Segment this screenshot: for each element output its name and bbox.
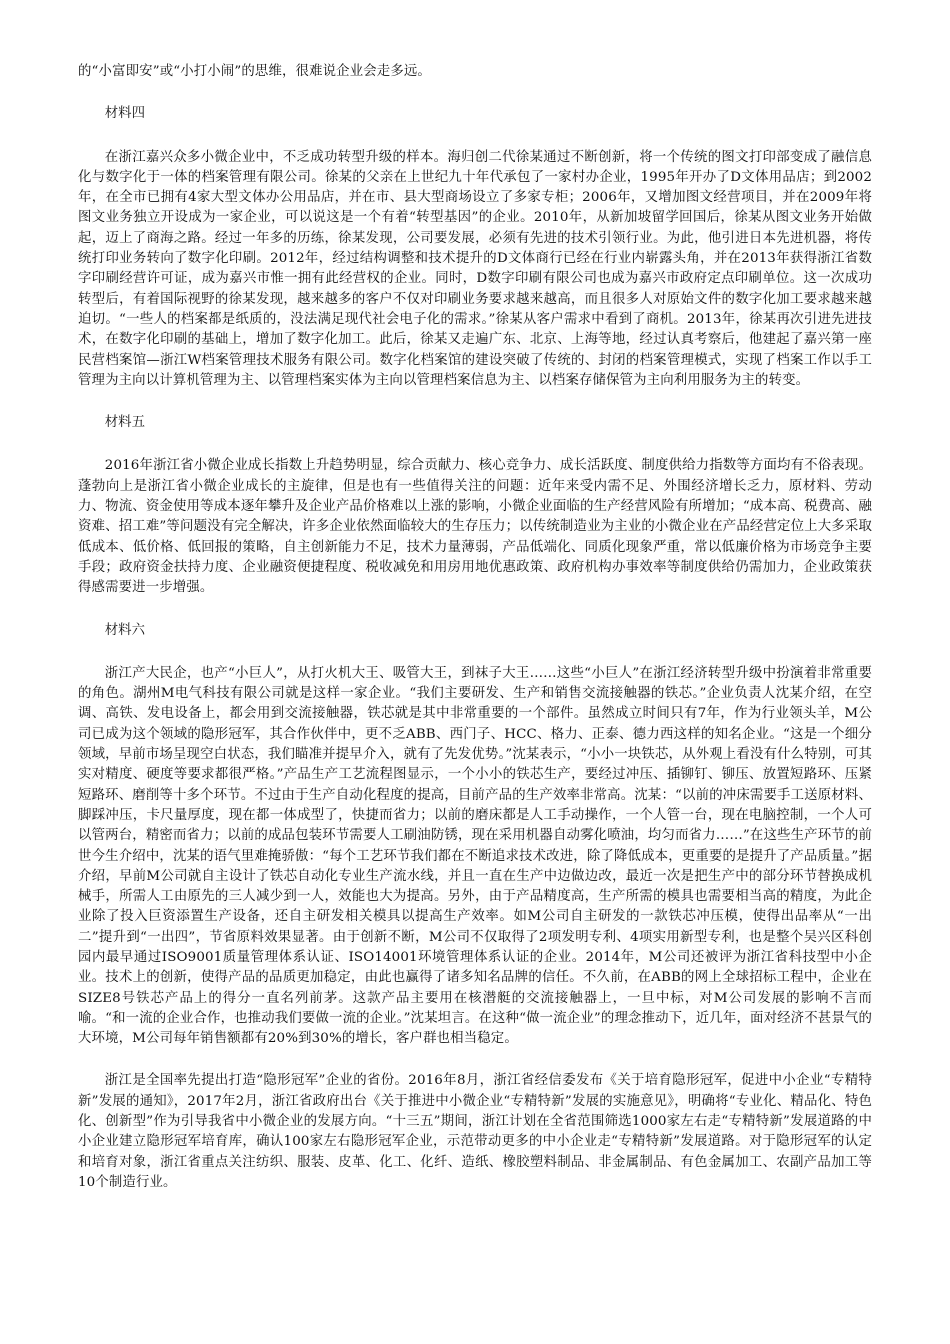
heading-material-5: 材料五	[104, 415, 145, 431]
paragraph-material-4: 在浙江嘉兴众多小微企业中，不乏成功转型升级的样本。海归创二代徐某通过不断创新，将一个传统的图文打印部变成了融信息化与数字化于一体的档案管理有限公司。徐某的父亲在上世纪九十年代承包了一家村办企业，1995年开办了D文体用品店；到2002年，在全市已拥有4家大型文体办公用品店，并在市、县大型商场设立了多家专柜；2006年，又增加图文经营项目，并在2009年将图文业务独立开设成为一家企业，可以说这是一个有着“转型基因”的企业。2010年，从新加坡留学回国后，徐某从图文业务开始做起，迈上了商海之路。经过一年多的历练，徐某发现，公司要发展，必须有先进的技术引领行业。为此，他引进日本先进机器，将传统打印业务转向了数字化印刷。2012年，经过结构调整和技术提升的D文体商行已经在行业内崭露头角，并在2013年获得浙江省数字印刷经营许可证，成为嘉兴市惟一拥有此经营权的企业。同时，D数字印刷有限公司也成为嘉兴市政府定点印刷单位。这一次成功转型后，有着国际视野的徐某发现，越来越多的客户不仅对印刷业务要求越来越高，而且很多人对原始文件的数字化加工要求越来越迫切。“一些人的档案都是纸质的，没法满足现代社会电子化的需求。”徐某从客户需求中看到了商机。2013年，徐某再次引进先进技术，在数字化印刷的基础上，增加了数字化加工。此后，徐某又走遍广东、北京、上海等地，经过认真考察后，他建起了嘉兴第一座民营档案馆—浙江W档案管理技术服务有限公司。数字化档案馆的建设突破了传统的、封闭的档案管理模式，实现了档案工作以手工管理为主向以计算机管理为主、以管理档案实体为主向以管理档案信息为主、以档案存储保管为主向利用服务为主的转变。	[78, 149, 872, 388]
paragraph-hidden-champion-policy: 浙江是全国率先提出打造“隐形冠军”企业的省份。2016年8月，浙江省经信委发布《关于培育隐形冠军，促进中小企业“专精特新”发展的通知》，2017年2月，浙江省政府出台《关于推进中小微企业“专精特新”发展的实施意见》，明确将“专业化、精品化、特色化、创新型”作为引导我省中小微企业的发展方向。“十三五”期间，浙江计划在全省范围筛选1000家左右走“专精特新”发展道路的中小企业建立隐形冠军培育库，确认100家左右隐形冠军企业，示范带动更多的中小企业走“专精特新”发展道路。对于隐形冠军的认定和培育对象，浙江省重点关注纺织、服装、皮革、化工、化纤、造纸、橡胶塑料制品、非金属制品、有色金属加工、农副产品加工等10个制造行业。	[78, 1073, 872, 1190]
paragraph-material-5: 2016年浙江省小微企业成长指数上升趋势明显，综合贡献力、核心竞争力、成长活跃度、制度供给力指数等方面均有不俗表现。蓬勃向上是浙江省小微企业成长的主旋律，但是也有一些值得关注的问题：近年来受内需不足、外围经济增长乏力，原材料、劳动力、物流、资金使用等成本逐年攀升及企业产品价格难以上涨的影响，小微企业面临的生产经营风险有所增加；“成本高、税费高、融资难、招工难”等问题没有完全解决，许多企业依然面临较大的生存压力；以传统制造业为主业的小微企业在产品经营定位上大多采取低成本、低价格、低回报的策略，自主创新能力不足，技术力量薄弱，产品低端化、同质化现象严重，常以低廉价格为市场竞争主要手段；政府资金扶持力度、企业融资便捷程度、税收减免和用房用地优惠政策、政府机构办事效率等制度供给仍需加力，企业政策获得感需要进一步增强。	[78, 458, 872, 596]
paragraph-material-6: 浙江产大民企，也产“小巨人”，从打火机大王、吸管大王，到袜子大王……这些“小巨人”在浙江经济转型升级中扮演着非常重要的角色。湖州M电气科技有限公司就是这样一家企业。“我们主要研发、生产和销售交流接触器的铁芯。”企业负责人沈某介绍，在空调、高铁、发电设备上，都会用到交流接触器，铁芯就是其中非常重要的一个部件。虽然成立时间只有7年，作为行业领头羊，M公司已成为这个领域的隐形冠军，其合作伙伴中，更不乏ABB、西门子、HCC、格力、正泰、德力西这样的知名企业。“这是一个细分领域，早前市场呈现空白状态，我们瞄准并提早介入，就有了先发优势。”沈某表示，“小小一块铁芯，从外观上看没有什么特别，可其实对精度、硬度等要求都很严格。”产品生产工艺流程图显示，一个小小的铁芯生产，要经过冲压、插铆钉、铆压、放置短路环、压紧短路环、磨削等十多个环节。不过由于生产自动化程度的提高，目前产品的生产效率非常高。沈某：“以前的冲床需要手工送原材料、脚踩冲压，卡尺量厚度，现在都一体成型了，快捷而省力；以前的磨床都是人工手动操作，一个人管一台，现在电脑控制，一个人可以管两台，精密而省力；以前的成品包装环节需要人工刷油防锈，现在采用机器自动雾化喷油，均匀而省力……”在这些生产环节的前世今生介绍中，沈某的语气里难掩骄傲：“每个工艺环节我们都在不断追求技术改进，除了降低成本，更重要的是提升了产品质量。”据介绍，早前M公司就自主设计了铁芯自动化专业生产流水线，并且一直在生产中边做边改，最近一次是把生产中的部分环节替换成机械手，所需人工由原先的三人减少到一人，效能也大为提高。另外，由于产品精度高，生产所需的模具也需要相当高的精度，为此企业除了投入巨资添置生产设备，还自主研发相关模具以提高生产效率。如M公司自主研发的一款铁芯冲压模，使得出品率从“一出二”提升到“一出四”，节省原料效果显著。由于创新不断，M公司不仅取得了2项发明专利、4项实用新型专利，也是整个吴兴区科创园内最早通过ISO9001质量管理体系认证、ISO14001环境管理体系认证的企业。2014年，M公司还被评为浙江省科技型中小企业。技术上的创新，使得产品的品质更加稳定，由此也赢得了诸多知名品牌的信任。不久前，在ABB的网上全球招标工程中，企业在SIZE8号铁芯产品上的得分一直名列前茅。这款产品主要用在核潜艇的交流接触器上，一旦中标，对M公司发展的影响不言而喻。“和一流的企业合作，也推动我们要做一流的企业。”沈某坦言。在这种“做一流企业”的理念推动下，近几年，面对经济不甚景气的大环境，M公司每年销售额都有20%到30%的增长，客户群也相当稳定。	[78, 665, 872, 1047]
heading-material-4: 材料四	[104, 106, 145, 122]
heading-material-6: 材料六	[104, 622, 145, 638]
paragraph-continuation: 的“小富即安”或“小打小闹”的思维，很难说企业会走多远。	[78, 64, 431, 79]
